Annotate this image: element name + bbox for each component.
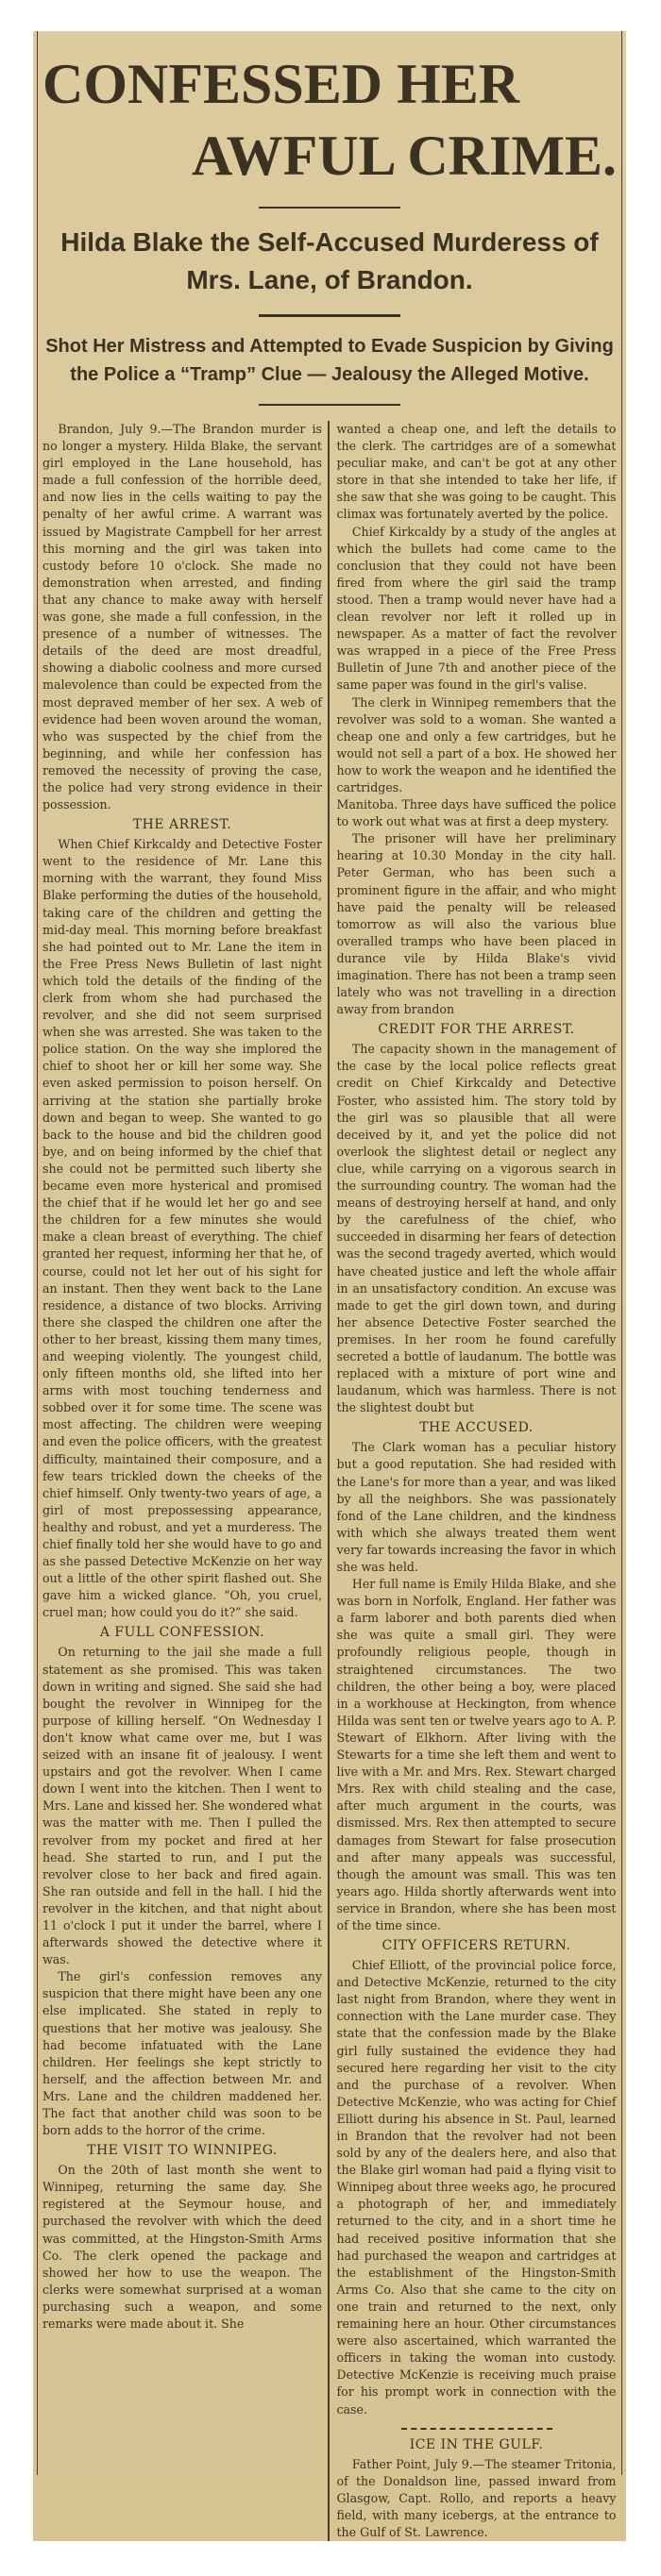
article-paragraph: On the 20th of last month she went to Winnipeg, returning the same day. She registered at the Seymour house, and purchased the revolver with which the deed was committed, at the Hingston-Smith Arms Co. The clerk opened the package and showed her how to use the weapon. The clerks were somewhat surprised at a woman purchasing such a weapon, and some remarks were made about it. She	[42, 2163, 322, 2332]
deck-headline: Shot Her Mistress and Attempted to Evade Suspicion by Giving the Police a “Tramp” Clue — Jealousy the Alleged Motive.	[45, 336, 614, 385]
section-heading: A FULL CONFESSION.	[99, 1625, 265, 1641]
article-paragraph: When Chief Kirkcaldy and Detective Foster went to the residence of Mr. Lane this morning with the warrant, they found Miss Blake performing the duties of the household, taking care of the children and getting the mid-day meal. This morning before breakfast she had pointed out to Mr. Lane the item in the Free Press News Bulletin of last night which told the details of the finding of the clerk from whom she had purchased the revolver, and she did not seem surprised when she was arrested. She was taken to the police station. On the way she implored the chief to shoot her or kill her some way. She even asked permission to poison herself. On arriving at the station she partially broke down and began to weep. She wanted to go back to the house and bid the children good bye, and on being informed by the chief that she could not be permitted such liberty she became even more hysterical and promised the chief that if he would let her go and see the children for a few minutes she would make a clean breast of everything. The chief granted her request, informing her that he, of course, could not let her out of his sight for an instant. Then they went back to the Lane residence, a distance of two blocks. Arriving there she clasped the children one after the other to her breast, kissing them many times, and weeping violently. The youngest child, only fifteen months old, she lifted into her arms with most touching tenderness and sobbed over it for some time. The scene was most affecting. The children were weeping and even the police officers, with the greatest difficulty, maintained their composure, and a few tears trickled down the cheeks of the chief himself. Only twenty-two years of age, a girl of most prepossessing appearance, healthy and robust, and yet a murderess. The chief finally told her she would have to go and as she passed Detective McKenzie on her way out a little of the other spirit flashed out. She gave him a wicked glance. “Oh, you cruel, cruel man; how could you do it?” she said.	[42, 837, 322, 1620]
newspaper-clipping	[33, 31, 626, 2541]
section-heading: CITY OFFICERS RETURN.	[381, 1938, 571, 1954]
article-paragraph: Chief Elliott, of the provincial police force, and Detective McKenzie, returned to the city last night from Brandon, where they went in connection with the Lane murder case. They state that the confession made by the Blake girl fully sustained the evidence they had secured here regarding her visit to the city and the purchase of a revolver. When Detective McKenzie, who was acting for Chief Elliott during his absence in St. Paul, learned in Brandon that the revolver had not been sold by any of the dealers here, and also that the Blake girl woman had paid a flying visit to Winnipeg about three weeks ago, he procured a photograph of her, and immediately returned to the city, and in a short time he had received positive information that she had purchased the weapon and cartridges at the establishment of the Hingston-Smith Arms Co. Also that she came to the city on one train and returned to the next, only remaining here an hour. Other circumstances were also ascertained, which warranted the officers in taking the woman into custody. Detective McKenzie is receiving much praise for his prompt work in connection with the case.	[336, 1958, 617, 2417]
section-heading: CREDIT FOR THE ARREST.	[378, 1022, 575, 1038]
article-paragraph: Manitoba. Three days have sufficed the police to work out what was at first a deep mystery.	[336, 797, 617, 829]
section-heading: THE ARREST.	[132, 817, 232, 833]
article-paragraph: Brandon, July 9.—The Brandon murder is no longer a mystery. Hilda Blake, the servant girl employed in the Lane household, has made a full confession of the horrible deed, and now lies in the cells waiting to pay the penalty of her awful crime. A warrant was issued by Magistrate Campbell for her arrest this morning and the girl was taken into custody before 10 o'clock. She made no demonstration when arrested, and finding that any chance to make away with herself was gone, she made a full confession, in the presence of a number of witnesses. The details of the deed are most dreadful, showing a diabolic coolness and more cursed malevolence than could be expected from the most depraved member of her sex. A web of evidence had been woven around the woman, who was suspected by the chief from the beginning, and while her confession has removed the necessity of proving the case, the police had very strong evidence in their possession.	[42, 422, 322, 812]
article-paragraph: The prisoner will have her preliminary hearing at 10.30 Monday in the city hall. Peter German, who has been such a prominent figure in the affair, and who might have paid the penalty will be released tomorrow as will also the various blue overalled tramps who have been placed in durance vile by Hilda Blake's vivid imagination. There has not been a tramp seen lately who was not travelling in a direction away from brandon	[336, 831, 617, 1017]
divider-rule	[259, 314, 400, 317]
article-paragraph: Chief Kirkcaldy by a study of the angles at which the bullets had come came to the conclusion that they could not have been fired from where the girl said the tramp stood. Then a tramp would never have had a clean revolver nor left it rolled up in newspaper. As a matter of fact the revolver was wrapped in a piece of the Free Press Bulletin of June 7th and another piece of the same paper was found in the girl's valise.	[336, 524, 617, 693]
headline-line-1: CONFESSED HER	[42, 53, 520, 115]
article-paragraph: On returning to the jail she made a full statement as she promised. This was taken down in writing and signed. She said she had bought the revolver in Winnipeg for the purpose of killing herself. “On Wednesday I don't know what came over me, but I was seized with an insane fit of jealousy. I went upstairs and got the revolver. When I came down I went into the kitchen. Then I went to Mrs. Lane and kissed her. She wondered what was the matter with me. Then I pulled the revolver from my pocket and fired at her head. She started to run, and I put the revolver close to her back and fired again. She ran outside and fell in the hall. I hid the revolver in the kitchen, and that night about 11 o'clock I put it under the barrel, where I afterwards showed the detective where it was.	[42, 1645, 322, 1967]
article-paragraph: The clerk in Winnipeg remembers that the revolver was sold to a woman. She wanted a cheap one and only a few cartridges, but he would not sell a part of a box. He showed her how to work the weapon and he identified the cartridges.	[336, 694, 617, 795]
article-column-left	[42, 421, 328, 2541]
article	[33, 31, 626, 2541]
article-paragraph: Father Point, July 9.—The steamer Tritonia, of the Donaldson line, passed inward from Glasgow, Capt. Rollo, and reports a heavy field, with many icebergs, at the entrance to the Gulf of St. Lawrence.	[336, 2456, 617, 2539]
article-columns	[42, 421, 617, 2541]
headline-line-2: AWFUL CRIME.	[191, 125, 617, 187]
article-paragraph: The girl's confession removes any suspicion that there might have been any one else implicated. She stated in reply to questions that her motive was jealousy. She had become infatuated with the Lane children. Her feelings she kept strictly to herself, and the affection between Mr. and Mrs. Lane and the children maddened her. The fact that another child was soon to be born adds to the horror of the crime.	[42, 1969, 322, 2138]
article-paragraph: Her full name is Emily Hilda Blake, and she was born in Norfolk, England. Her father was a farm laborer and both parents died when she was quite a small girl. They were profoundly religious people, though in straightened circumstances. The two children, the other being a boy, were placed in a workhouse at Heckington, from whence Hilda was sent ten or twelve years ago to A. P. Stewart of Elkhorn. After living with the Stewarts for a time she left them and went to live with a Mr. and Mrs. Rex. Stewart charged Mrs. Rex with child stealing and the case, after much argument in the courts, was dismissed. Mrs. Rex then attempted to secure damages from Stewart for false prosecution and after many appeals was successful, though the amount was small. This was ten years ago. Hilda shortly afterwards went into service in Brandon, where she has been most of the time since.	[336, 1577, 617, 1932]
section-heading: THE ACCUSED.	[419, 1420, 534, 1436]
article-paragraph: The Clark woman has a peculiar history but a good reputation. She had resided with the Lane's for more than a year, and was liked by all the neighbors. She was passionately fond of the Lane children, and the kindness with which she always treated them went very far towards increasing the favor in which she was held.	[336, 1440, 617, 1574]
article-column-right	[330, 421, 617, 2541]
section-heading: THE VISIT TO WINNIPEG.	[87, 2143, 278, 2159]
article-paragraph: wanted a cheap one, and left the details to the clerk. The cartridges are of a somewhat peculiar make, and can't be got at any other store in that she intended to take her life, if she saw that she was going to be caught. This climax was fortunately averted by the police.	[336, 422, 617, 522]
divider-rule	[259, 207, 400, 209]
divider-rule	[259, 404, 400, 406]
article-paragraph: The capacity shown in the management of the case by the local police reflects great credit on Chief Kirkcaldy and Detective Foster, who assisted him. The story told by the girl was so plausible that all were deceived by it, and yet the police did not overlook the slightest detail or neglect any clue, while carrying on a vigorous search in the surrounding country. The woman had the means of destroying herself at hand, and only by the carefulness of the chief, who succeeded in disarming her fears of detection was the second tragedy averted, which would have cheated justice and left the whole affair in an unsatisfactory condition. An excuse was made to get the girl down town, and during her absence Detective Foster searched the premises. In her room he found carefully secreted a bottle of laudanum. The bottle was replaced with a mixture of port wine and laudanum, which was harmless. There is not the slightest doubt but	[336, 1042, 617, 1415]
section-heading: ICE IN THE GULF.	[409, 2436, 544, 2452]
subheadline: Hilda Blake the Self-Accused Murderess of Mrs. Lane, of Brandon.	[60, 227, 599, 294]
section-divider	[401, 2428, 552, 2430]
